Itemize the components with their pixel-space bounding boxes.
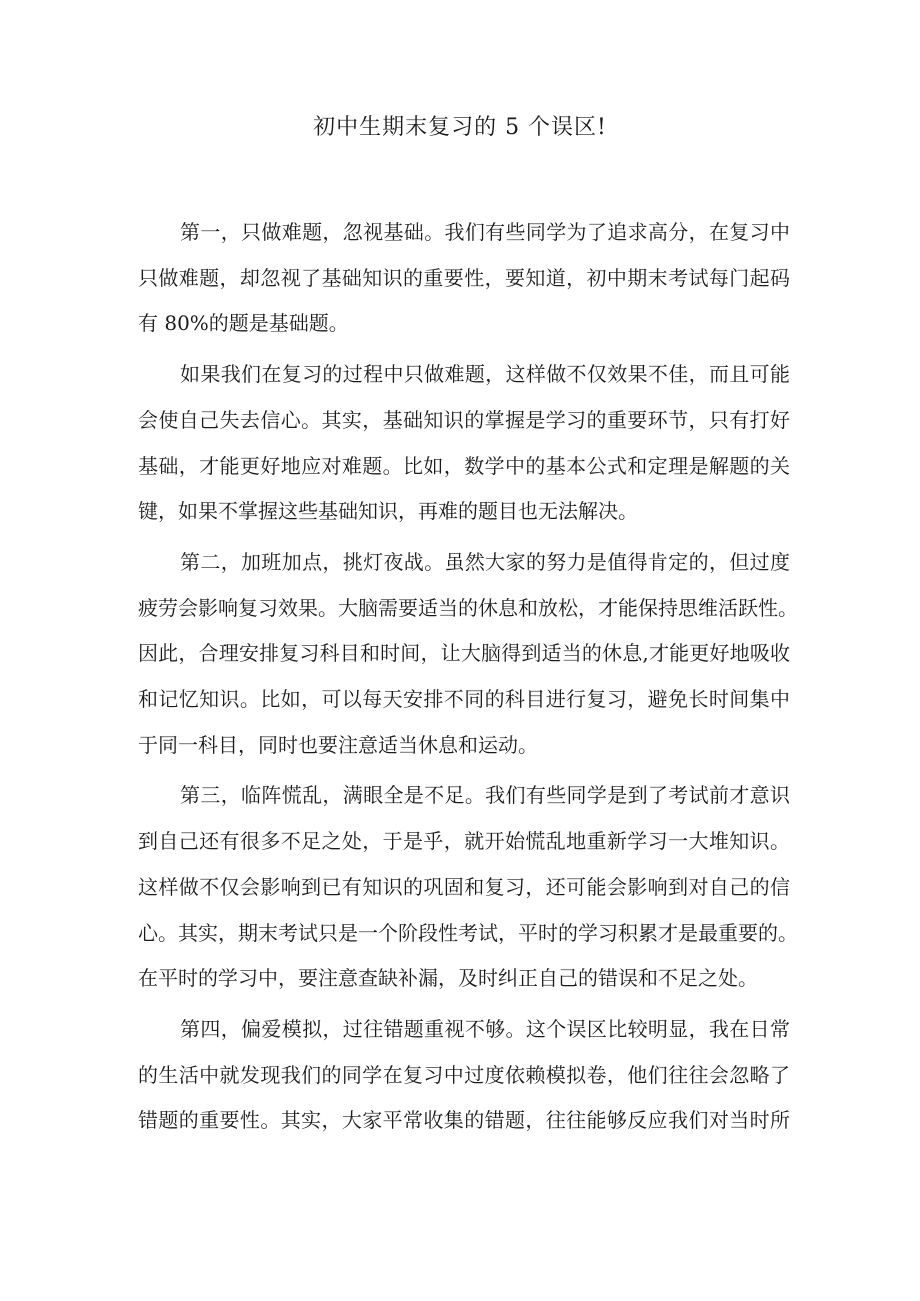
- paragraph-line: 基础，才能更好地应对难题。比如，数学中的基本公式和定理是解题的关: [138, 453, 790, 478]
- paragraph-5: [138, 1007, 790, 1144]
- paragraph-line: 和记忆知识。比如，可以每天安排不同的科目进行复习，避免长时间集中: [138, 687, 790, 712]
- paragraph-line: 如果我们在复习的过程中只做难题，这样做不仅效果不佳，而且可能: [180, 362, 790, 387]
- paragraph-4: [138, 773, 798, 1002]
- paragraph-line: 第三，临阵慌乱，满眼全是不足。我们有些同学是到了考试前才意识: [180, 783, 790, 808]
- paragraph-2: [138, 352, 790, 535]
- paragraph-line: 于同一科目，同时也要注意适当休息和运动。: [138, 732, 538, 757]
- paragraph-line: 错题的重要性。其实，大家平常收集的错题，往往能够反应我们对当时所: [138, 1108, 790, 1133]
- document-body: [138, 210, 798, 1149]
- paragraph-line: 在平时的学习中，要注意查缺补漏，及时纠正自己的错误和不足之处。: [138, 966, 758, 991]
- paragraph-1: [138, 210, 790, 347]
- paragraph-line: 第一，只做难题，忽视基础。我们有些同学为了追求高分，在复习中: [180, 220, 790, 244]
- paragraph-line: 第二，加班加点，挑灯夜战。虽然大家的努力是值得肯定的，但过度: [180, 549, 790, 574]
- paragraph-line: 心。其实，期末考试只是一个阶段性考试，平时的学习积累才是最重要的。: [138, 920, 798, 945]
- paragraph-line: 疲劳会影响复习效果。大脑需要适当的休息和放松，才能保持思维活跃性。: [138, 595, 798, 620]
- paragraph-line: 只做难题，却忽视了基础知识的重要性，要知道，初中期末考试每门起码: [138, 265, 790, 290]
- paragraph-line: 有 80%的题是基础题。: [138, 311, 349, 336]
- paragraph-line: 键，如果不掌握这些基础知识，再难的题目也无法解决。: [138, 499, 638, 524]
- paragraph-line: 的生活中就发现我们的同学在复习中过度依赖模拟卷，他们往往会忽略了: [138, 1062, 790, 1087]
- paragraph-line: 因此，合理安排复习科目和时间，让大脑得到适当的休息,才能更好地吸收: [138, 641, 790, 666]
- paragraph-line: 这样做不仅会影响到已有知识的巩固和复习，还可能会影响到对自己的信: [138, 874, 790, 899]
- paragraph-line: 第四，偏爱模拟，过往错题重视不够。这个误区比较明显，我在日常: [180, 1016, 790, 1041]
- document-title: 初中生期末复习的 5 个误区!: [313, 115, 607, 140]
- paragraph-line: 会使自己失去信心。其实，基础知识的掌握是学习的重要环节，只有打好: [138, 407, 790, 432]
- paragraph-line: 到自己还有很多不足之处，于是乎，就开始慌乱地重新学习一大堆知识。: [138, 829, 790, 854]
- paragraph-3: [138, 540, 798, 769]
